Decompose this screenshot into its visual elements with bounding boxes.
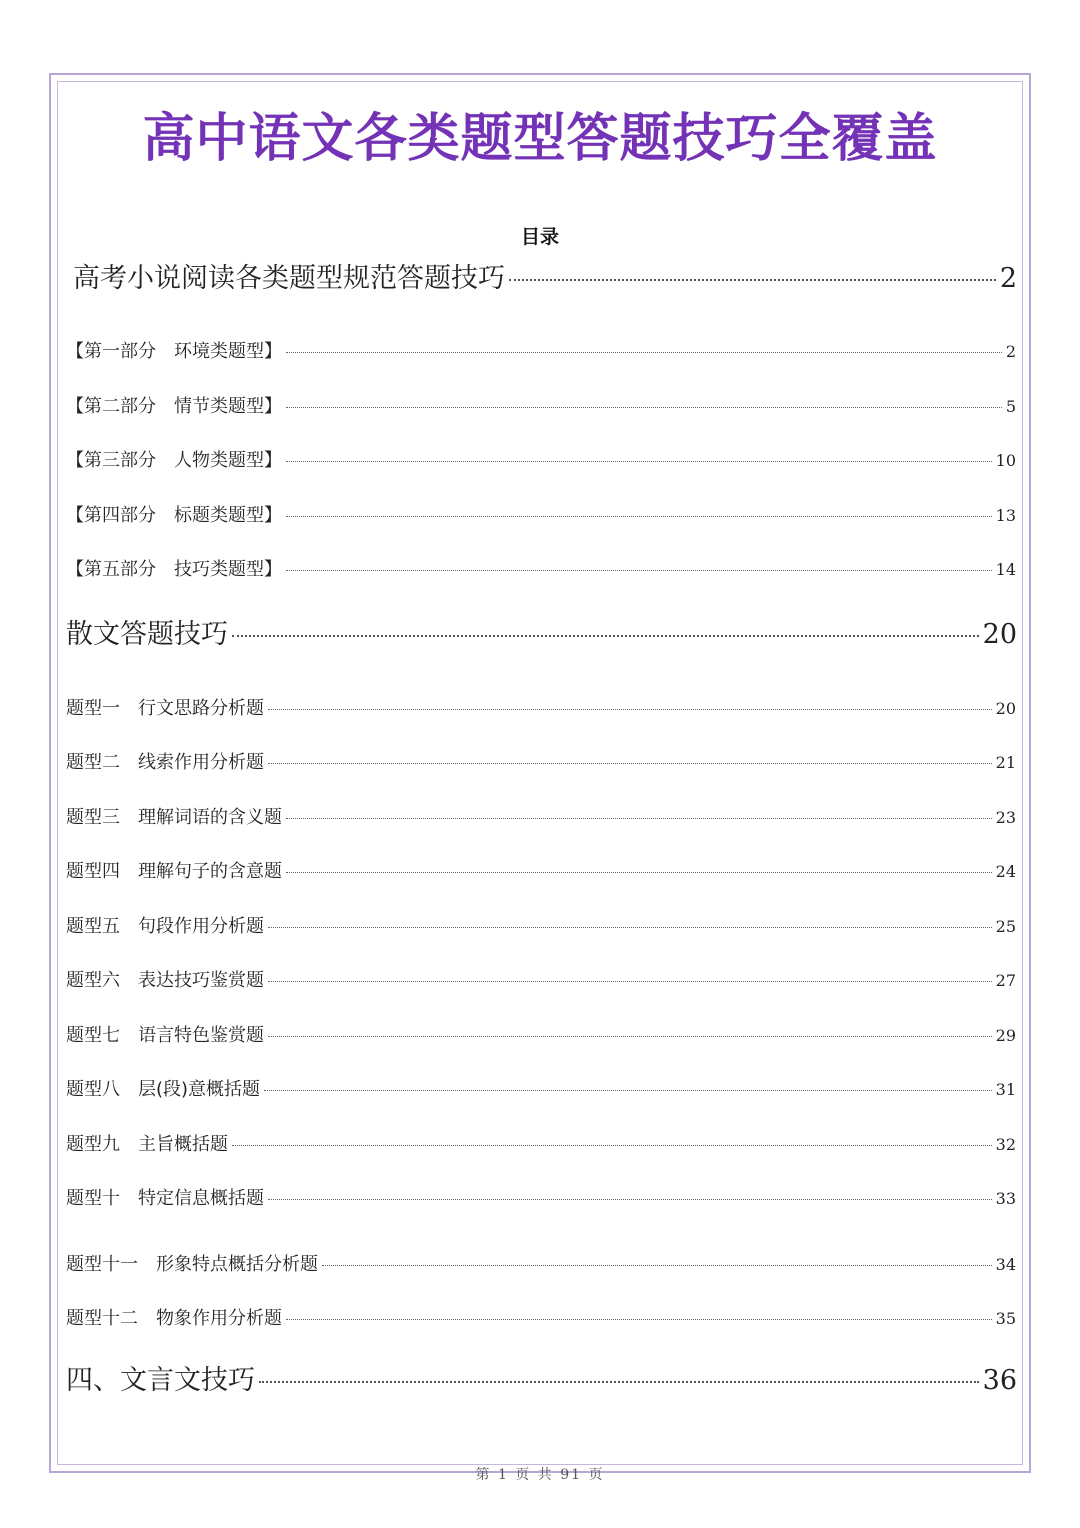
toc-entry-page: 14 <box>995 560 1016 579</box>
toc-leader-dots <box>509 279 996 281</box>
toc-entry-page: 2 <box>1005 342 1016 361</box>
page-footer: 第 1 页 共 91 页 <box>475 1467 605 1483</box>
toc-entry-prose-type[interactable] <box>66 748 1016 774</box>
toc-entry-page: 21 <box>995 753 1016 772</box>
toc-entry-page: 32 <box>995 1135 1016 1154</box>
toc-leader-dots <box>232 635 979 637</box>
document-title: 高中语文各类题型答题技巧全覆盖 <box>142 109 938 169</box>
toc-entry-label: 题型七 语言特色鉴赏题 <box>66 1025 264 1046</box>
toc-leader-dots <box>268 1199 992 1200</box>
toc-entry-page: 10 <box>995 451 1016 470</box>
toc-entry-prose-type[interactable] <box>66 1130 1016 1156</box>
toc-entry-label: 散文答题技巧 <box>66 619 228 650</box>
toc-leader-dots <box>322 1265 992 1266</box>
toc-entry-page: 34 <box>995 1255 1016 1274</box>
toc-leader-dots <box>286 516 992 517</box>
toc-entry-prose-type[interactable] <box>66 1021 1016 1047</box>
toc-leader-dots <box>268 709 992 710</box>
toc-entry-label: 【第四部分 标题类题型】 <box>66 505 282 526</box>
toc-entry-prose-type[interactable] <box>66 803 1016 829</box>
toc-entry-prose-type[interactable] <box>66 966 1016 992</box>
toc-entry-novel-part[interactable] <box>66 337 1016 363</box>
toc-entry-prose-type[interactable] <box>66 694 1016 720</box>
toc-entry-page: 33 <box>995 1189 1016 1208</box>
toc-leader-dots <box>286 1319 992 1320</box>
toc-leader-dots <box>259 1381 979 1383</box>
toc-entry-prose-type[interactable] <box>66 1075 1016 1101</box>
toc-entry-novel-part[interactable] <box>66 446 1016 472</box>
toc-entry-novel-part[interactable] <box>66 501 1016 527</box>
toc-leader-dots <box>268 1036 992 1037</box>
toc-leader-dots <box>268 981 992 982</box>
toc-entry-prose[interactable] <box>66 612 1017 651</box>
toc-entry-page: 23 <box>995 808 1016 827</box>
toc-entry-prose-type[interactable] <box>66 912 1016 938</box>
toc-leader-dots <box>286 461 992 462</box>
toc-entry-label: 【第五部分 技巧类题型】 <box>66 559 282 580</box>
toc-entry-page: 25 <box>995 917 1016 936</box>
toc-leader-dots <box>286 352 1002 353</box>
toc-entry-label: 题型十二 物象作用分析题 <box>66 1308 282 1329</box>
toc-leader-dots <box>286 818 992 819</box>
toc-entry-novel-part[interactable] <box>66 392 1016 418</box>
toc-entry-prose-type[interactable] <box>66 1304 1016 1330</box>
toc-entry-prose-type[interactable] <box>66 1250 1016 1276</box>
toc-entry-page: 13 <box>995 506 1016 525</box>
toc-entry-prose-type[interactable] <box>66 857 1016 883</box>
toc-entry-label: 题型五 句段作用分析题 <box>66 916 264 937</box>
toc-leader-dots <box>232 1145 992 1146</box>
toc-entry-page: 5 <box>1005 397 1016 416</box>
toc-leader-dots <box>264 1090 992 1091</box>
toc-leader-dots <box>286 570 992 571</box>
toc-leader-dots <box>286 407 1002 408</box>
toc-entry-page: 20 <box>995 699 1016 718</box>
toc-entry-label: 题型四 理解句子的含意题 <box>66 861 282 882</box>
toc-leader-dots <box>268 927 992 928</box>
toc-entry-page: 27 <box>995 971 1016 990</box>
toc-entry-label: 题型八 层(段)意概括题 <box>66 1079 261 1100</box>
toc-entry-label: 题型十 特定信息概括题 <box>66 1188 264 1209</box>
toc-entry-label: 【第二部分 情节类题型】 <box>66 396 282 417</box>
toc-entry-label: 题型九 主旨概括题 <box>66 1134 228 1155</box>
toc-entry-label: 题型一 行文思路分析题 <box>66 698 264 719</box>
toc-entry-page: 29 <box>995 1026 1016 1045</box>
toc-entry-label: 四、文言文技巧 <box>66 1365 255 1396</box>
toc-leader-dots <box>286 872 992 873</box>
toc-entry-prose-type[interactable] <box>66 1184 1016 1210</box>
toc-entry-page: 35 <box>995 1309 1016 1328</box>
toc-entry-page: 20 <box>982 619 1017 650</box>
toc-entry-label: 题型十一 形象特点概括分析题 <box>66 1254 318 1275</box>
toc-entry-page: 36 <box>982 1365 1017 1396</box>
toc-entry-label: 题型六 表达技巧鉴赏题 <box>66 970 264 991</box>
toc-entry-page: 31 <box>995 1080 1016 1099</box>
toc-entry-novel-part[interactable] <box>66 555 1016 581</box>
toc-entry-page: 24 <box>995 862 1016 881</box>
toc-entry-label: 题型二 线索作用分析题 <box>66 752 264 773</box>
toc-entry-label: 高考小说阅读各类题型规范答题技巧 <box>73 263 505 294</box>
toc-entry-classical[interactable] <box>66 1358 1017 1397</box>
toc-leader-dots <box>268 763 992 764</box>
toc-heading: 目录 <box>520 226 559 248</box>
toc-entry-label: 题型三 理解词语的含义题 <box>66 807 282 828</box>
toc-entry-page: 2 <box>999 263 1017 294</box>
toc-entry-novel[interactable] <box>73 256 1017 295</box>
toc-entry-label: 【第一部分 环境类题型】 <box>66 341 282 362</box>
toc-entry-label: 【第三部分 人物类题型】 <box>66 450 282 471</box>
